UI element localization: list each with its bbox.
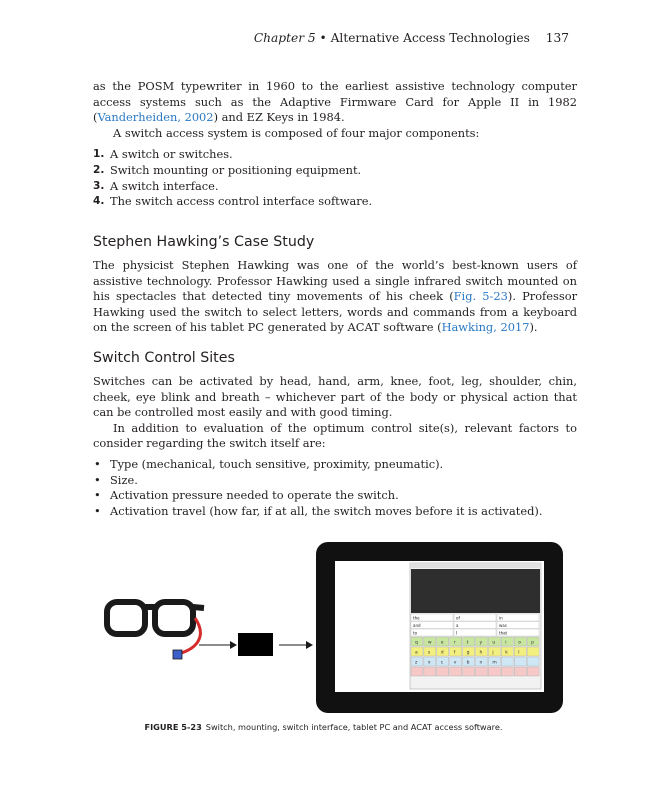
caption-text: Switch, mounting, switch interface, tablet PC and ACAT access software.: [205, 722, 503, 732]
key-label: l: [518, 650, 520, 656]
figure-caption: [0, 722, 647, 732]
switch-interface-box: [238, 633, 273, 656]
keyboard-key[interactable]: [527, 647, 539, 656]
component-text: Switch mounting or positioning equipment.: [110, 162, 362, 177]
factor-item: • Type (mechanical, touch sensitive, proximity, pneumatic).: [93, 457, 577, 473]
key-label: e: [440, 640, 444, 646]
factor-item: • Activation pressure needed to operate the switch.: [93, 488, 577, 504]
arrow-icon: [279, 641, 313, 649]
list-number: 3.: [93, 179, 105, 192]
keyboard-key[interactable]: [463, 667, 475, 676]
page-number: 137: [545, 31, 569, 45]
key-label: r: [453, 640, 456, 646]
switch-icon: [173, 650, 182, 659]
keyboard-key[interactable]: [514, 647, 526, 656]
hawking-citation-link[interactable]: Hawking, 2017: [441, 320, 530, 335]
hawking-text-c: ).: [529, 320, 538, 335]
prediction-word: a: [456, 623, 459, 628]
hawking-section: [93, 258, 577, 336]
key-label: z: [415, 660, 418, 666]
intro-text-b: ) and EZ Keys in 1984.: [213, 110, 345, 125]
key-label: x: [427, 660, 431, 666]
hawking-heading: Stephen Hawking’s Case Study: [93, 234, 315, 250]
key-label: c: [440, 660, 444, 666]
component-text: The switch access control interface software.: [110, 194, 373, 209]
keyboard-key[interactable]: [437, 667, 449, 676]
key-label: j: [492, 650, 494, 656]
list-number: 2.: [93, 163, 105, 176]
key-label: k: [505, 650, 508, 656]
intro-paragraph: [93, 79, 577, 126]
factors-list: [93, 457, 577, 519]
keyboard-key[interactable]: [514, 657, 526, 666]
keyboard-key[interactable]: [488, 667, 500, 676]
component-text: A switch interface.: [110, 178, 219, 193]
key-label: m: [492, 660, 497, 666]
key-label: b: [466, 660, 470, 666]
key-label: d: [440, 650, 444, 656]
keyboard-key[interactable]: [463, 637, 475, 646]
component-text: A switch or switches.: [110, 147, 233, 162]
glasses-icon: [107, 602, 204, 634]
keyboard-key[interactable]: [476, 667, 488, 676]
acat-titlebar: [410, 563, 541, 568]
component-item: [93, 179, 577, 195]
prediction-word: and: [413, 623, 421, 628]
figure-link[interactable]: Fig. 5-23: [453, 289, 508, 304]
key-label: p: [531, 640, 534, 646]
keyboard-key[interactable]: [411, 667, 423, 676]
keyboard-key[interactable]: [488, 647, 500, 656]
key-label: o: [518, 640, 521, 646]
prediction-cell[interactable]: [454, 622, 496, 629]
keyboard-key[interactable]: [450, 637, 462, 646]
list-number: 4.: [93, 195, 105, 208]
sites-paragraph: Switches can be activated by head, hand, arm, knee, foot, leg, shoulder, chin, cheek, eye blink and breath – whichever part of the body or physical action that can be controlled most easily and with good timing.: [93, 374, 577, 420]
running-header: [254, 31, 569, 45]
list-number: 1.: [93, 148, 105, 161]
factor-item: • Size.: [93, 473, 577, 489]
arrow-icon: [199, 641, 237, 649]
keyboard-key[interactable]: [450, 647, 462, 656]
key-label: w: [427, 640, 432, 646]
prediction-word: was: [499, 623, 507, 628]
word-prediction-grid: [411, 614, 539, 636]
hawking-paragraph: [93, 258, 577, 336]
factors-intro: In addition to evaluation of the optimum control site(s), relevant factors to consider regarding the switch itself are:: [93, 420, 577, 451]
prediction-word: to: [413, 630, 418, 636]
key-label: v: [453, 660, 457, 666]
hawking-text-b: ). Professor Hawking used the switch to select letters, words and commands from a keyboard on the screen of his tablet PC generated by ACAT software (: [93, 289, 578, 335]
figure-label: FIGURE 5-23: [144, 722, 202, 732]
key-label: y: [479, 640, 483, 646]
hawking-text-a: The physicist Stephen Hawking was one of the world’s best-known users of assistive technology. Professor Hawking used a single infrared switch mounted on his spectacles that detected tiny movements of his cheek (: [93, 258, 577, 304]
prediction-word: the: [413, 615, 420, 621]
chapter-label: Chapter 5: [253, 31, 316, 45]
header-bullet: •: [319, 31, 327, 45]
components-list: [93, 147, 577, 209]
sites-heading: Switch Control Sites: [93, 350, 235, 366]
prediction-cell[interactable]: [411, 629, 453, 636]
prediction-cell[interactable]: [454, 614, 496, 621]
sites-section: [93, 374, 577, 519]
keyboard-key[interactable]: [450, 667, 462, 676]
acat-text-area: [411, 569, 540, 613]
prediction-word: I: [456, 630, 458, 636]
key-label: t: [466, 640, 469, 646]
keyboard-key[interactable]: [527, 667, 539, 676]
prediction-word: in: [499, 615, 503, 621]
prediction-cell[interactable]: [454, 629, 496, 636]
key-label: f: [453, 650, 456, 656]
keyboard-key[interactable]: [424, 667, 436, 676]
prediction-word: that: [499, 630, 508, 636]
key-label: s: [427, 650, 431, 656]
component-item: [93, 163, 577, 179]
key-label: u: [492, 640, 496, 646]
vanderheiden-citation-link[interactable]: Vanderheiden, 2002: [97, 110, 214, 125]
keyboard-key[interactable]: [501, 637, 513, 646]
keyboard-key[interactable]: [527, 657, 539, 666]
key-label: g: [466, 650, 470, 656]
key-label: n: [479, 660, 483, 666]
prediction-word: of: [456, 615, 460, 621]
keyboard-key[interactable]: [501, 667, 513, 676]
figure-illustration: [0, 535, 647, 720]
factor-item: • Activation travel (how far, if at all, the switch moves before it is activated).: [93, 504, 577, 520]
keyboard-key[interactable]: [501, 657, 513, 666]
components-intro: A switch access system is composed of four major components:: [113, 125, 480, 140]
intro-text-a: as the POSM typewriter in 1960 to the earliest assistive technology computer access systems such as the Adaptive Firmware Card for Apple II in 1982 (: [93, 79, 577, 125]
prediction-cell[interactable]: [497, 614, 539, 621]
component-item: [93, 194, 577, 210]
key-label: q: [415, 640, 418, 646]
key-label: h: [479, 650, 483, 656]
keyboard-key[interactable]: [514, 667, 526, 676]
intro-section: [93, 79, 577, 210]
key-label: a: [415, 650, 418, 656]
key-label: i: [505, 640, 507, 646]
component-item: [93, 147, 577, 163]
chapter-title: Alternative Access Technologies: [330, 31, 530, 45]
